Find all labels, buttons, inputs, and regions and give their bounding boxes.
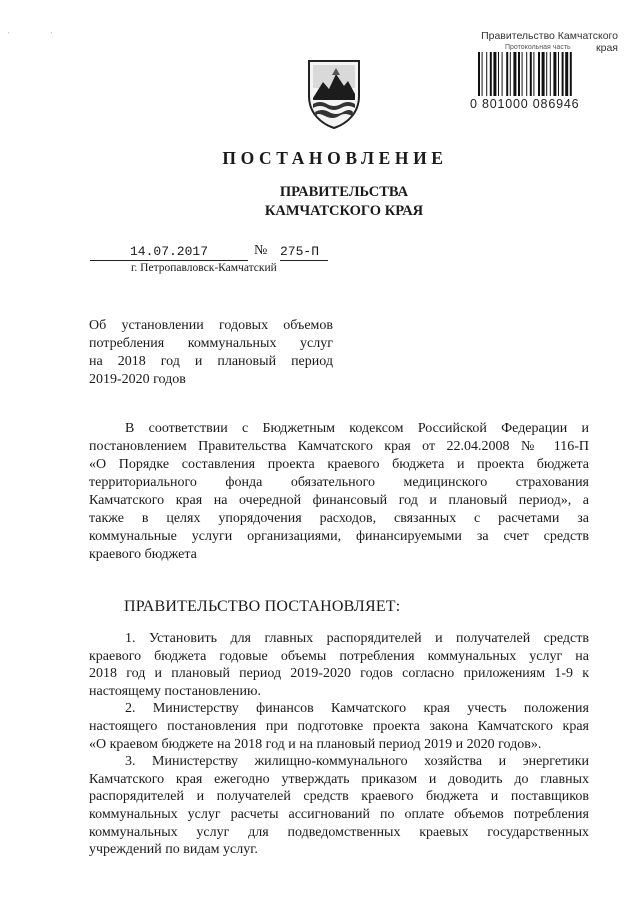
barcode-bar — [493, 52, 496, 96]
barcode-bar — [530, 52, 532, 96]
item-line: Камчатского края ежегодно утверждать приказом и доводить до главных — [89, 771, 589, 787]
decree-items — [89, 630, 589, 859]
barcode-bar — [518, 52, 520, 96]
item-line: коммунальных услуг для подведомственных краевых государственных — [89, 824, 589, 840]
subject-line: на 2018 год и плановый период — [89, 354, 333, 369]
barcode-bar — [565, 52, 568, 96]
decree-heading: ПРАВИТЕЛЬСТВО ПОСТАНОВЛЯЕТ: — [124, 598, 401, 615]
item-line: настоящего постановления при подготовке проекта закона Камчатского края — [89, 718, 589, 734]
preamble-line: «О Порядке составления проекта краевого бюджета и проекта бюджета — [89, 457, 589, 472]
preamble-line: территориального фонда обязательного медицинского страхования — [89, 475, 589, 490]
barcode-bar — [553, 52, 556, 96]
barcode-bar — [546, 52, 547, 96]
item-line: «О краевом бюджете на 2018 год и на плановый период 2019 и 2020 годов». — [89, 736, 542, 752]
decree-item-1 — [89, 630, 589, 700]
item-line: распорядителей и получателей средств краевого бюджета и поставщиков — [89, 789, 589, 805]
subject-line: Об установлении годовых объемов — [89, 318, 333, 333]
preamble-line: В соответствии с Бюджетным кодексом Российской Федерации и — [125, 421, 589, 436]
subject-line: 2019-2020 годов — [89, 372, 186, 387]
document-city: г. Петропавловск-Камчатский — [131, 262, 277, 274]
issuer-line-2: КАМЧАТСКОГО КРАЯ — [264, 203, 424, 219]
barcode-bar — [502, 52, 503, 96]
barcode-bar — [522, 52, 523, 96]
document-issuer — [0, 183, 639, 221]
barcode-bar — [550, 52, 551, 96]
preamble-line: краевого бюджета — [89, 547, 197, 562]
decree-item-3 — [89, 753, 589, 859]
barcode-bar — [526, 52, 527, 96]
preamble-line: Камчатского края на очередной финансовый год и плановый период», а — [89, 493, 589, 508]
barcode-bar — [570, 52, 572, 96]
barcode — [478, 52, 613, 96]
barcode-bar — [498, 52, 499, 96]
document-title: ПОСТАНОВЛЕНИЕ — [222, 148, 448, 168]
issuer-line-1: ПРАВИТЕЛЬСТВА — [279, 184, 409, 200]
barcode-bar — [478, 52, 480, 96]
scan-specks: ' ' — [8, 32, 72, 38]
barcode-number: 0 801000 086946 — [470, 97, 580, 111]
preamble-line: постановлением Правительства Камчатского края от 22.04.2008 № 116-П — [89, 439, 589, 454]
item-line: 1. Установить для главных распорядителей и получателей средств — [125, 631, 589, 646]
barcode-bar — [562, 52, 564, 96]
preamble-line: коммунальные услуги организациями, финансируемыми за счет средств — [89, 529, 589, 544]
item-line: учреждений по видам услуг. — [89, 842, 258, 858]
barcode-bar — [486, 52, 487, 96]
barcode-bar — [542, 52, 545, 96]
item-line: 2. Министерству финансов Камчатского края учесть положения — [125, 701, 589, 717]
stamp-title: Правительство Камчатского края — [481, 30, 618, 54]
barcode-bar — [558, 52, 559, 96]
document-number: 275-П — [280, 244, 328, 261]
preamble-paragraph — [89, 420, 589, 564]
document-subject — [89, 317, 333, 389]
kamchatka-coat-of-arms-icon — [306, 58, 362, 130]
item-line: 3. Министерству жилищно-коммунального хозяйства и энергетики — [125, 754, 589, 770]
preamble-line: также в целях упорядочения расходов, связанных с расчетами за — [89, 511, 589, 526]
barcode-bar — [538, 52, 540, 96]
item-line: коммунальных услуг расчеты ассигнований по оплате объемов потребления — [89, 806, 589, 822]
barcode-bar — [482, 52, 483, 96]
item-line: 2018 год и плановый период 2019-2020 годов согласно приложениям 1-9 к — [89, 666, 589, 682]
barcode-bar — [533, 52, 534, 96]
decree-item-2 — [89, 700, 589, 753]
stamp-subtitle: Протокольная часть — [505, 44, 571, 51]
barcode-bar — [490, 52, 492, 96]
document-date: 14.07.2017 — [90, 244, 248, 261]
item-line: краевого бюджета годовые объемы потребления коммунальных услуг на — [89, 648, 589, 664]
subject-line: потребления коммунальных услуг — [89, 336, 333, 351]
barcode-bar — [513, 52, 516, 96]
item-line: настоящему постановлению. — [89, 683, 261, 699]
document-number-label: № — [254, 243, 268, 258]
barcode-bar — [506, 52, 508, 96]
barcode-bar — [510, 52, 511, 96]
